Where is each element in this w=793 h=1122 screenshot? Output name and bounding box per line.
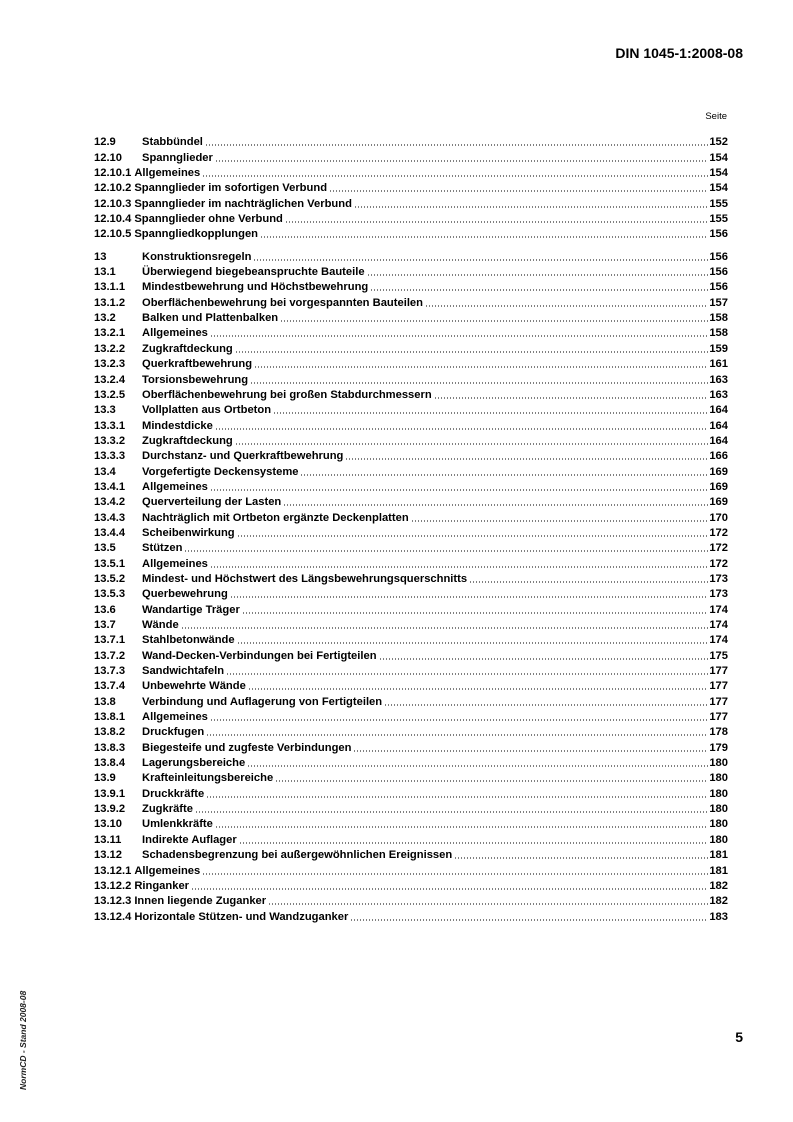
toc-entry-page: 154 bbox=[709, 167, 728, 180]
toc-entry-page: 180 bbox=[709, 833, 728, 846]
toc-entry-title: Sandwichtafeln bbox=[142, 665, 225, 678]
dot-leader bbox=[275, 780, 708, 782]
toc-entry-number: 13.2.3 bbox=[94, 358, 126, 371]
toc-entry-page: 152 bbox=[709, 136, 728, 149]
toc-entry[interactable] bbox=[94, 356, 728, 371]
toc-entry-page: 156 bbox=[709, 281, 728, 294]
toc-entry-page: 163 bbox=[709, 373, 728, 386]
dot-leader bbox=[210, 335, 708, 337]
toc-entry-number: 13.7.4 bbox=[94, 680, 126, 693]
toc-entry-page: 154 bbox=[709, 182, 728, 195]
toc-entry-number: 12.10.5 bbox=[94, 228, 132, 241]
toc-entry-number: 13.8 bbox=[94, 695, 116, 708]
dot-leader bbox=[226, 673, 708, 675]
toc-entry-title: Horizontale Stützen- und Wandzuganker bbox=[134, 910, 349, 923]
toc-entry-title: Wand-Decken-Verbindungen bei Fertigteilen bbox=[142, 649, 377, 662]
dot-leader bbox=[454, 857, 708, 859]
toc-entry-number: 13.4.2 bbox=[94, 496, 126, 509]
dot-leader bbox=[206, 734, 708, 736]
table-of-contents bbox=[94, 134, 728, 924]
page-column-label: Seite bbox=[705, 111, 727, 122]
toc-entry[interactable] bbox=[94, 195, 728, 210]
toc-entry-title: Vorgefertigte Deckensysteme bbox=[142, 465, 299, 478]
toc-entry-title: Oberflächenbewehrung bei vorgespannten Bauteilen bbox=[142, 296, 423, 309]
toc-entry-number: 13.3 bbox=[94, 404, 116, 417]
toc-entry-title: Spannglieder ohne Verbund bbox=[134, 213, 283, 226]
toc-entry[interactable] bbox=[94, 586, 728, 601]
dot-leader bbox=[210, 566, 708, 568]
toc-entry-number: 13.12.3 bbox=[94, 895, 132, 908]
toc-entry[interactable] bbox=[94, 847, 728, 862]
toc-entry-number: 13.9 bbox=[94, 772, 116, 785]
dot-leader bbox=[191, 888, 708, 890]
toc-entry[interactable] bbox=[94, 724, 728, 739]
dot-leader bbox=[202, 873, 708, 875]
toc-entry-number: 13.2.5 bbox=[94, 388, 126, 401]
document-id: DIN 1045-1:2008-08 bbox=[615, 45, 743, 61]
dot-leader bbox=[384, 704, 708, 706]
toc-entry[interactable] bbox=[94, 211, 728, 226]
toc-entry[interactable] bbox=[94, 908, 728, 923]
toc-entry-number: 13.8.4 bbox=[94, 757, 126, 770]
toc-entry-title: Ringanker bbox=[134, 879, 190, 892]
toc-entry-number: 13.7.3 bbox=[94, 665, 126, 678]
toc-entry-title: Zugkraftdeckung bbox=[142, 434, 233, 447]
dot-leader bbox=[230, 596, 709, 598]
dot-leader bbox=[237, 642, 709, 644]
toc-entry[interactable] bbox=[94, 601, 728, 616]
toc-entry-title: Schadensbegrenzung bei außergewöhnlichen Ereignissen bbox=[142, 849, 453, 862]
dot-leader bbox=[434, 397, 709, 399]
toc-entry-page: 177 bbox=[709, 665, 728, 678]
dot-leader bbox=[283, 504, 708, 506]
dot-leader bbox=[253, 259, 708, 261]
dot-leader bbox=[411, 520, 709, 522]
toc-entry-number: 13.4.4 bbox=[94, 526, 126, 539]
toc-entry[interactable] bbox=[94, 479, 728, 494]
toc-entry[interactable] bbox=[94, 816, 728, 831]
toc-entry-number: 13.9.1 bbox=[94, 787, 126, 800]
toc-entry[interactable] bbox=[94, 248, 728, 263]
toc-entry-page: 155 bbox=[709, 197, 728, 210]
toc-entry[interactable] bbox=[94, 417, 728, 432]
toc-entry-page: 173 bbox=[709, 572, 728, 585]
dot-leader bbox=[181, 627, 709, 629]
toc-entry-title: Indirekte Auflager bbox=[142, 833, 237, 846]
toc-entry-page: 175 bbox=[709, 649, 728, 662]
toc-entry-number: 13.9.2 bbox=[94, 803, 126, 816]
toc-entry-title: Querkraftbewehrung bbox=[142, 358, 253, 371]
toc-entry-page: 180 bbox=[709, 787, 728, 800]
toc-entry-number: 12.9 bbox=[94, 136, 116, 149]
toc-entry[interactable] bbox=[94, 448, 728, 463]
toc-entry[interactable] bbox=[94, 739, 728, 754]
toc-entry-page: 158 bbox=[709, 312, 728, 325]
toc-entry-number: 13 bbox=[94, 250, 107, 263]
toc-entry-page: 154 bbox=[709, 151, 728, 164]
toc-entry-number: 12.10.2 bbox=[94, 182, 132, 195]
toc-entry-title: Allgemeines bbox=[134, 864, 201, 877]
toc-entry-page: 155 bbox=[709, 213, 728, 226]
dot-leader bbox=[248, 688, 709, 690]
dot-leader bbox=[273, 412, 708, 414]
toc-entry-title: Scheibenwirkung bbox=[142, 526, 235, 539]
dot-leader bbox=[247, 765, 708, 767]
dot-leader bbox=[425, 305, 708, 307]
toc-entry-page: 177 bbox=[709, 680, 728, 693]
toc-entry-page: 181 bbox=[709, 849, 728, 862]
toc-entry-title: Durchstanz- und Querkraftbewehrung bbox=[142, 450, 344, 463]
toc-entry[interactable] bbox=[94, 509, 728, 524]
dot-leader bbox=[235, 351, 709, 353]
toc-entry-title: Allgemeines bbox=[142, 480, 208, 493]
toc-entry-title: Krafteinleitungsbereiche bbox=[142, 772, 274, 785]
toc-entry[interactable] bbox=[94, 165, 728, 180]
toc-entry[interactable] bbox=[94, 647, 728, 662]
toc-entry-number: 13.6 bbox=[94, 603, 116, 616]
toc-entry[interactable] bbox=[94, 180, 728, 195]
toc-entry-page: 177 bbox=[709, 695, 728, 708]
dot-leader bbox=[250, 382, 708, 384]
dot-leader bbox=[205, 144, 708, 146]
toc-entry[interactable] bbox=[94, 494, 728, 509]
toc-entry[interactable] bbox=[94, 801, 728, 816]
toc-entry-title: Wandartige Träger bbox=[142, 603, 240, 616]
toc-entry-page: 159 bbox=[709, 342, 728, 355]
toc-entry-page: 174 bbox=[709, 619, 728, 631]
dot-leader bbox=[260, 236, 708, 238]
toc-entry-number: 13.1.1 bbox=[94, 281, 126, 294]
toc-entry-number: 13.2.4 bbox=[94, 373, 126, 386]
toc-entry[interactable] bbox=[94, 402, 728, 417]
dot-leader bbox=[215, 160, 708, 162]
toc-entry-number: 13.4.1 bbox=[94, 480, 126, 493]
dot-leader bbox=[285, 221, 708, 223]
toc-entry-title: Biegesteife und zugfeste Verbindungen bbox=[142, 741, 352, 754]
dot-leader bbox=[300, 474, 708, 476]
toc-entry-number: 13.10 bbox=[94, 818, 122, 831]
toc-entry-number: 13.5.1 bbox=[94, 557, 126, 570]
dot-leader bbox=[354, 206, 708, 208]
toc-entry[interactable] bbox=[94, 149, 728, 164]
toc-entry[interactable] bbox=[94, 632, 728, 647]
toc-entry[interactable] bbox=[94, 294, 728, 309]
dot-leader bbox=[239, 842, 709, 844]
toc-entry-page: 180 bbox=[709, 757, 728, 770]
toc-entry-number: 13.11 bbox=[94, 833, 122, 846]
toc-entry[interactable] bbox=[94, 387, 728, 402]
page-number: 5 bbox=[735, 1029, 743, 1045]
toc-entry-page: 156 bbox=[709, 266, 728, 279]
toc-entry-page: 182 bbox=[709, 879, 728, 892]
toc-entry[interactable] bbox=[94, 325, 728, 340]
toc-entry-page: 182 bbox=[709, 895, 728, 908]
toc-entry-title: Oberflächenbewehrung bei großen Stabdurchmessern bbox=[142, 388, 432, 401]
toc-entry-page: 173 bbox=[709, 588, 728, 601]
toc-entry-number: 13.7.1 bbox=[94, 634, 126, 647]
toc-entry-title: Nachträglich mit Ortbeton ergänzte Deckenplatten bbox=[142, 511, 409, 524]
toc-entry-title: Umlenkkräfte bbox=[142, 818, 213, 831]
toc-entry-number: 12.10 bbox=[94, 151, 122, 164]
toc-entry[interactable] bbox=[94, 878, 728, 893]
toc-entry-page: 172 bbox=[709, 557, 728, 570]
toc-entry-number: 13.3.2 bbox=[94, 434, 126, 447]
dot-leader bbox=[202, 175, 708, 177]
toc-entry-page: 174 bbox=[709, 634, 728, 647]
dot-leader bbox=[353, 750, 708, 752]
toc-entry-number: 12.10.4 bbox=[94, 213, 132, 226]
toc-entry[interactable] bbox=[94, 433, 728, 448]
toc-entry-page: 161 bbox=[709, 358, 728, 371]
toc-entry-title: Lagerungsbereiche bbox=[142, 757, 246, 770]
toc-entry-title: Zugkraftdeckung bbox=[142, 342, 233, 355]
toc-entry-title: Spannglieder im sofortigen Verbund bbox=[134, 182, 328, 195]
toc-entry-title: Vollplatten aus Ortbeton bbox=[142, 404, 272, 417]
dot-leader bbox=[195, 811, 708, 813]
toc-entry[interactable] bbox=[94, 310, 728, 325]
toc-entry-title: Querverteilung der Lasten bbox=[142, 496, 282, 509]
toc-entry[interactable] bbox=[94, 371, 728, 386]
toc-entry[interactable] bbox=[94, 862, 728, 877]
toc-entry-page: 164 bbox=[709, 434, 728, 447]
dot-leader bbox=[469, 581, 708, 583]
toc-entry-page: 174 bbox=[709, 603, 728, 616]
toc-entry[interactable] bbox=[94, 463, 728, 478]
toc-entry[interactable] bbox=[94, 525, 728, 540]
dot-leader bbox=[184, 550, 708, 552]
toc-entry-page: 166 bbox=[709, 450, 728, 463]
toc-entry[interactable] bbox=[94, 617, 728, 632]
toc-entry-page: 177 bbox=[709, 711, 728, 724]
toc-entry-number: 13.5.2 bbox=[94, 572, 126, 585]
toc-entry-number: 13.4 bbox=[94, 465, 116, 478]
toc-entry-number: 13.8.1 bbox=[94, 711, 126, 724]
toc-entry-page: 183 bbox=[709, 910, 728, 923]
side-note: NormCD - Stand 2008-08 bbox=[18, 990, 28, 1090]
dot-leader bbox=[242, 612, 709, 614]
toc-entry-page: 180 bbox=[709, 818, 728, 831]
toc-entry-page: 156 bbox=[709, 228, 728, 241]
toc-entry[interactable] bbox=[94, 663, 728, 678]
toc-entry[interactable] bbox=[94, 709, 728, 724]
toc-entry[interactable] bbox=[94, 340, 728, 355]
toc-entry-number: 13.7 bbox=[94, 619, 116, 631]
toc-entry-page: 172 bbox=[709, 542, 728, 555]
dot-leader bbox=[280, 320, 708, 322]
toc-entry-page: 169 bbox=[709, 496, 728, 509]
toc-entry[interactable] bbox=[94, 264, 728, 279]
toc-entry[interactable] bbox=[94, 540, 728, 555]
toc-entry[interactable] bbox=[94, 555, 728, 570]
toc-entry-page: 179 bbox=[709, 741, 728, 754]
toc-entry[interactable] bbox=[94, 755, 728, 770]
toc-entry-page: 181 bbox=[709, 864, 728, 877]
dot-leader bbox=[215, 826, 708, 828]
toc-entry-title: Unbewehrte Wände bbox=[142, 680, 246, 693]
toc-entry-page: 164 bbox=[709, 404, 728, 417]
toc-entry-title: Verbindung und Auflagerung von Fertigteilen bbox=[142, 695, 383, 708]
toc-entry-number: 13.12.1 bbox=[94, 864, 132, 877]
toc-entry-number: 13.7.2 bbox=[94, 649, 126, 662]
toc-entry-title: Konstruktionsregeln bbox=[142, 250, 252, 263]
toc-entry[interactable] bbox=[94, 831, 728, 846]
toc-entry-number: 13.12 bbox=[94, 849, 122, 862]
toc-entry-title: Allgemeines bbox=[142, 327, 208, 340]
toc-entry-number: 13.5.3 bbox=[94, 588, 126, 601]
dot-leader bbox=[367, 274, 709, 276]
toc-entry-number: 13.2.1 bbox=[94, 327, 126, 340]
toc-entry-title: Spannglieder im nachträglichen Verbund bbox=[134, 197, 352, 210]
toc-entry-number: 13.12.2 bbox=[94, 879, 132, 892]
toc-entry[interactable] bbox=[94, 893, 728, 908]
toc-entry[interactable] bbox=[94, 678, 728, 693]
toc-entry-title: Mindest- und Höchstwert des Längsbewehrungsquerschnitts bbox=[142, 572, 468, 585]
toc-entry-number: 13.12.4 bbox=[94, 910, 132, 923]
toc-entry-title: Querbewehrung bbox=[142, 588, 228, 601]
toc-entry-title: Allgemeines bbox=[134, 167, 201, 180]
toc-entry-number: 13.2 bbox=[94, 312, 116, 325]
toc-entry-title: Torsionsbewehrung bbox=[142, 373, 249, 386]
toc-entry-title: Balken und Plattenbalken bbox=[142, 312, 279, 325]
toc-entry[interactable] bbox=[94, 770, 728, 785]
toc-entry-number: 13.1 bbox=[94, 266, 116, 279]
toc-entry-page: 157 bbox=[709, 296, 728, 309]
toc-entry-number: 13.2.2 bbox=[94, 342, 126, 355]
dot-leader bbox=[268, 903, 708, 905]
toc-entry-page: 158 bbox=[709, 327, 728, 340]
toc-entry-number: 13.3.3 bbox=[94, 450, 126, 463]
toc-entry-number: 13.4.3 bbox=[94, 511, 126, 524]
toc-entry-page: 164 bbox=[709, 419, 728, 432]
dot-leader bbox=[370, 289, 708, 291]
toc-entry-title: Druckfugen bbox=[142, 726, 205, 739]
toc-entry-page: 163 bbox=[709, 388, 728, 401]
toc-entry-number: 13.1.2 bbox=[94, 296, 126, 309]
toc-entry-page: 169 bbox=[709, 465, 728, 478]
dot-leader bbox=[215, 428, 708, 430]
toc-entry-title: Mindestdicke bbox=[142, 419, 213, 432]
toc-entry-title: Mindestbewehrung und Höchstbewehrung bbox=[142, 281, 369, 294]
toc-entry-number: 13.3.1 bbox=[94, 419, 126, 432]
toc-entry-title: Stützen bbox=[142, 542, 183, 555]
toc-entry-page: 180 bbox=[709, 772, 728, 785]
dot-leader bbox=[350, 919, 708, 921]
toc-entry-title: Druckkräfte bbox=[142, 787, 205, 800]
toc-entry-number: 12.10.3 bbox=[94, 197, 132, 210]
dot-leader bbox=[237, 535, 709, 537]
dot-leader bbox=[254, 366, 708, 368]
toc-entry-title: Innen liegende Zuganker bbox=[134, 895, 267, 908]
toc-entry-page: 180 bbox=[709, 803, 728, 816]
dot-leader bbox=[210, 719, 708, 721]
toc-entry-title: Zugkräfte bbox=[142, 803, 193, 816]
toc-entry-title: Allgemeines bbox=[142, 711, 208, 724]
dot-leader bbox=[206, 796, 708, 798]
toc-entry-page: 156 bbox=[709, 250, 728, 263]
toc-entry-title: Stabbündel bbox=[142, 136, 203, 149]
dot-leader bbox=[210, 489, 708, 491]
toc-entry-number: 13.8.3 bbox=[94, 741, 126, 754]
toc-entry[interactable] bbox=[94, 785, 728, 800]
toc-entry-number: 13.8.2 bbox=[94, 726, 126, 739]
toc-entry-number: 12.10.1 bbox=[94, 167, 132, 180]
toc-entry[interactable] bbox=[94, 571, 728, 586]
dot-leader bbox=[329, 190, 708, 192]
toc-entry-title: Wände bbox=[142, 619, 179, 631]
toc-entry-title: Spannglieder bbox=[142, 151, 213, 164]
dot-leader bbox=[235, 443, 709, 445]
dot-leader bbox=[345, 458, 708, 460]
toc-entry-title: Überwiegend biegebeanspruchte Bauteile bbox=[142, 266, 365, 279]
toc-entry-title: Stahlbetonwände bbox=[142, 634, 235, 647]
toc-entry-page: 169 bbox=[709, 480, 728, 493]
toc-entry-page: 170 bbox=[709, 511, 728, 524]
toc-entry[interactable] bbox=[94, 134, 728, 149]
toc-entry-title: Spanngliedkopplungen bbox=[134, 228, 259, 241]
toc-entry[interactable] bbox=[94, 226, 728, 241]
toc-entry-number: 13.5 bbox=[94, 542, 116, 555]
dot-leader bbox=[379, 658, 709, 660]
toc-entry[interactable] bbox=[94, 279, 728, 294]
toc-entry[interactable] bbox=[94, 693, 728, 708]
toc-entry-title: Allgemeines bbox=[142, 557, 208, 570]
toc-entry-page: 178 bbox=[709, 726, 728, 739]
toc-entry-page: 172 bbox=[709, 526, 728, 539]
